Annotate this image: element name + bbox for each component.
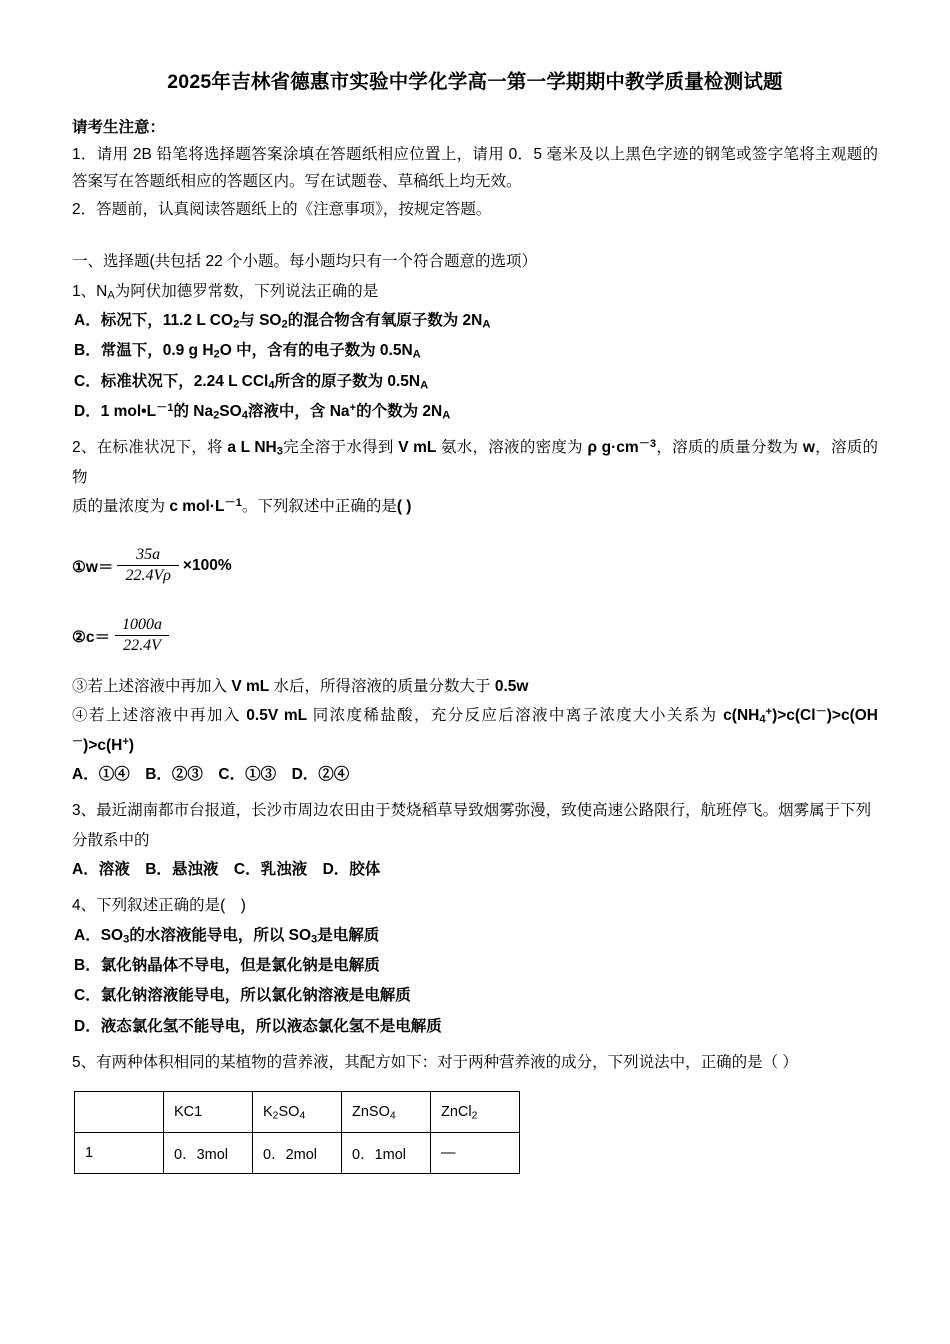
notice-heading: 请考生注意：	[72, 119, 166, 137]
section-heading-choice: 一、选择题(共包括 22 个小题。每小题均只有一个符合题意的选项）	[72, 252, 538, 270]
formula-1-numerator: 35a	[136, 546, 161, 564]
question-4-option-b: B．氯化钠晶体不导电，但是氯化钠是电解质	[74, 957, 380, 975]
notice-line-2: 2．答题前，认真阅读答题纸上的《注意事项》，按规定答题。	[72, 200, 492, 218]
question-3-text-line1: 最近湖南都市台报道，长沙市周边农田由于焚烧稻草导致烟雾弥漫，致使高速公路限行，航班停飞。烟雾属于下列	[96, 802, 872, 820]
question-3-options: A．溶液 B．悬浊液 C．乳浊液 D．胶体	[72, 861, 381, 879]
question-3-stem	[72, 796, 878, 825]
question-1-option-a: A．标况下，11.2 L $CO_2$与 $SO_2$的混合物含有氧原子数为 $2N_A$	[74, 312, 491, 331]
table-header-cell-3: ZnSO$_4$	[342, 1092, 431, 1133]
question-4-option-c: C．氯化钠溶液能导电，所以氯化钠溶液是电解质	[74, 987, 411, 1005]
formula-2-fraction	[114, 616, 170, 655]
formula-1-fraction	[117, 546, 178, 585]
table-row	[75, 1133, 520, 1174]
question-4-text: 下列叙述正确的是( )	[96, 897, 246, 915]
table-cell-row1-col4: —	[431, 1133, 520, 1174]
question-4-number: 4、	[72, 897, 97, 915]
notice-line-1: 1．请用 2B 铅笔将选择题答案涂填在答题纸相应位置上，请用 0．5 毫米及以上黑色字迹的钢笔或签字笔将主观题的答案写在答题纸相应的答题区内。写在试题卷、草稿纸上均无效。	[72, 146, 878, 191]
question-1-option-d: D．1 $mol•L^{-1}$的 $Na_2SO_4$溶液中，含 Na+的个数为 $2N_A$	[74, 401, 451, 422]
table-cell-row1-col0: 1	[75, 1133, 164, 1174]
question-1-option-c: C．标准状况下，2.24 L CCl$_4$所含的原子数为 $0.5N_A$	[74, 372, 429, 392]
question-2-item-3: ③若上述溶液中再加入 V mL 水后，所得溶液的质量分数大于 0.5w	[72, 677, 529, 695]
formula-1-denominator: 22.4Vρ	[117, 565, 178, 585]
question-1-stem	[72, 277, 878, 307]
table-header-row	[75, 1092, 520, 1133]
question-5-stem	[72, 1048, 878, 1077]
question-2-answer-row: A．①④ B．②③ C．①③ D．②④	[72, 766, 350, 784]
formula-2-label: ②c＝	[72, 628, 111, 646]
question-5-number: 5、	[72, 1053, 97, 1071]
question-2-text-line2: 质的量浓度为 c $mol\cdot L^{-1}$。下列叙述中正确的是( )	[72, 497, 412, 516]
question-4-stem	[72, 891, 878, 920]
question-3-answer-row	[72, 855, 878, 885]
question-2-number: 2、	[72, 439, 97, 457]
question-2-stem	[72, 433, 878, 492]
table-header-cell-0	[75, 1092, 164, 1133]
question-5-text: 有两种体积相同的某植物的营养液，其配方如下：对于两种营养液的成分，下列说法中，正确的是（ ）	[96, 1053, 798, 1071]
question-4-option-d: D．液态氯化氢不能导电，所以液态氯化氢不是电解质	[74, 1017, 442, 1035]
question-1-number: 1、	[72, 282, 97, 300]
formula-2-denominator: 22.4V	[115, 635, 169, 655]
question-3-text-line2: 分散系中的	[72, 831, 150, 849]
question-4-option-a: A．$SO_3$的水溶液能导电，所以 $SO_3$是电解质	[74, 926, 380, 946]
nutrient-table	[74, 1091, 520, 1174]
table-header-cell-1: KC1	[164, 1092, 253, 1133]
question-1-text: $N_A$为阿伏加德罗常数，下列说法正确的是	[96, 282, 379, 302]
table-header-cell-2: $K_2SO_4$	[253, 1092, 342, 1133]
table-cell-row1-col2: 0．2mol	[253, 1133, 342, 1174]
question-2-formula-2	[72, 610, 878, 662]
formula-1-label: ①w＝	[72, 558, 114, 576]
table-cell-row1-col1: 0．3mol	[164, 1133, 253, 1174]
table-cell-row1-col3: 0．1mol	[342, 1133, 431, 1174]
formula-2-numerator: 1000a	[122, 616, 163, 634]
question-2-text-line1: 在标准状况下，将 a L $NH_3$完全溶于水得到 V mL 氨水，溶液的密度为 ρ $g\cdot cm^{-3}$，溶质的质量分数为 w，溶质的物	[72, 438, 878, 486]
question-2-item-4: ④若上述溶液中再加入 0.5V mL 同浓度稀盐酸，充分反应后溶液中离子浓度大小关系为 $c(NH_4^+)>c(Cl^-)>c(OH^-)>c(H^+)$	[72, 706, 878, 754]
question-1-option-b: B．常温下，0.9 g $H_2O$ 中，含有的电子数为 $0.5N_A$	[74, 342, 421, 361]
table-header-cell-4: ZnCl$_2$	[431, 1092, 520, 1133]
question-2-formula-1	[72, 540, 878, 592]
question-3-number: 3、	[72, 802, 97, 820]
page-title: 2025年吉林省德惠市实验中学化学高一第一学期期中教学质量检测试题	[167, 71, 783, 93]
formula-1-suffix: ×100%	[182, 556, 232, 574]
